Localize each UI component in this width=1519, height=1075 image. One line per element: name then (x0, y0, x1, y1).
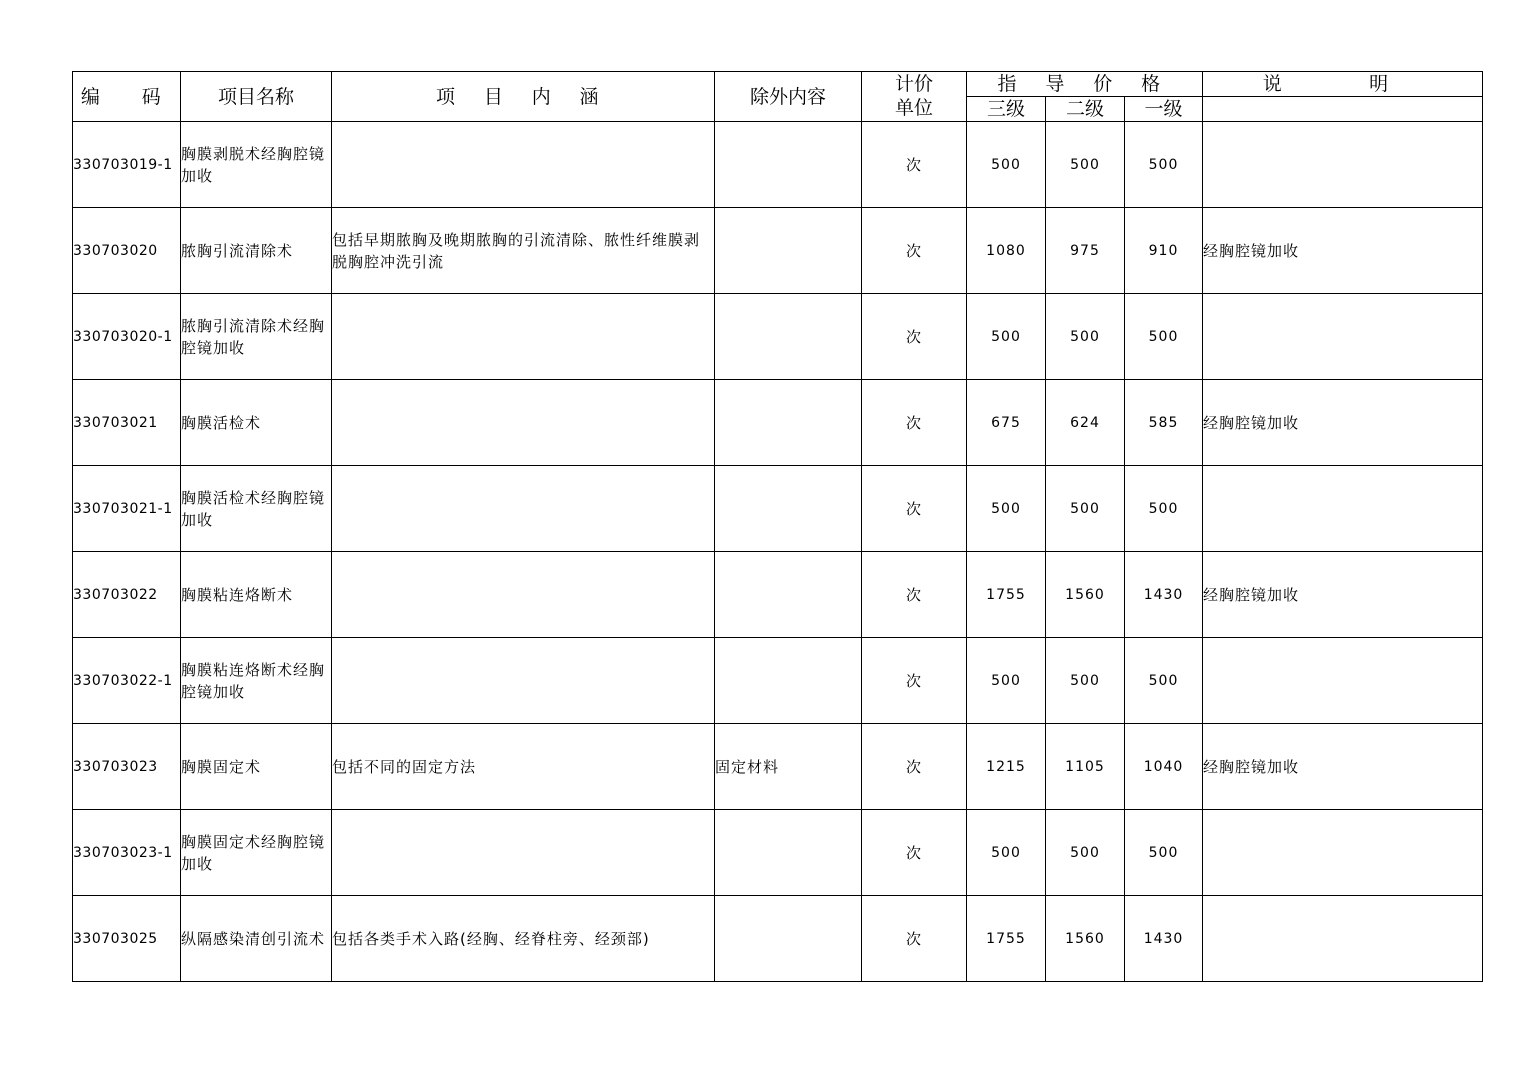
table-row (73, 552, 1483, 638)
header-level1: 一级 (1125, 97, 1203, 122)
cell-excluded (715, 638, 862, 724)
cell-excluded (715, 466, 862, 552)
cell-code: 330703023-1 (73, 810, 181, 896)
cell-note: 经胸腔镜加收 (1203, 552, 1483, 638)
cell-price-level2: 1560 (1046, 896, 1125, 982)
header-note: 说 明 (1203, 72, 1483, 97)
cell-price-level1: 910 (1125, 208, 1203, 294)
cell-content (332, 552, 715, 638)
price-document (72, 71, 1483, 982)
cell-price-level1: 1430 (1125, 552, 1203, 638)
cell-code: 330703021-1 (73, 466, 181, 552)
cell-excluded (715, 208, 862, 294)
header-excluded: 除外内容 (715, 72, 862, 122)
cell-code: 330703023 (73, 724, 181, 810)
table-row (73, 724, 1483, 810)
cell-price-level3: 1215 (967, 724, 1046, 810)
cell-unit: 次 (862, 122, 967, 208)
cell-note (1203, 638, 1483, 724)
cell-price-level2: 1105 (1046, 724, 1125, 810)
header-level2: 二级 (1046, 97, 1125, 122)
cell-code: 330703019-1 (73, 122, 181, 208)
cell-content: 包括不同的固定方法 (332, 724, 715, 810)
cell-price-level1: 1430 (1125, 896, 1203, 982)
price-table (72, 71, 1483, 982)
cell-note (1203, 294, 1483, 380)
cell-code: 330703021 (73, 380, 181, 466)
cell-price-level3: 1755 (967, 896, 1046, 982)
cell-content (332, 810, 715, 896)
cell-name: 胸膜粘连烙断术 (181, 552, 332, 638)
cell-unit: 次 (862, 294, 967, 380)
cell-note: 经胸腔镜加收 (1203, 380, 1483, 466)
cell-unit: 次 (862, 380, 967, 466)
cell-content (332, 466, 715, 552)
table-row (73, 896, 1483, 982)
header-unit-top: 计价 (894, 73, 933, 95)
table-row (73, 122, 1483, 208)
cell-price-level2: 500 (1046, 122, 1125, 208)
table-row (73, 466, 1483, 552)
cell-unit: 次 (862, 896, 967, 982)
cell-price-level2: 624 (1046, 380, 1125, 466)
header-unit (862, 72, 967, 122)
cell-price-level3: 1080 (967, 208, 1046, 294)
cell-code: 330703022-1 (73, 638, 181, 724)
cell-note (1203, 810, 1483, 896)
header-guide-price: 指 导 价 格 (967, 72, 1203, 97)
table-row (73, 810, 1483, 896)
cell-unit: 次 (862, 466, 967, 552)
cell-content: 包括各类手术入路(经胸、经脊柱旁、经颈部) (332, 896, 715, 982)
cell-content (332, 380, 715, 466)
cell-price-level3: 500 (967, 294, 1046, 380)
cell-name: 胸膜固定术经胸腔镜加收 (181, 810, 332, 896)
cell-code: 330703020-1 (73, 294, 181, 380)
cell-name: 脓胸引流清除术 (181, 208, 332, 294)
cell-excluded (715, 294, 862, 380)
cell-code: 330703020 (73, 208, 181, 294)
header-unit-bottom: 单位 (894, 97, 933, 119)
cell-unit: 次 (862, 724, 967, 810)
cell-price-level3: 675 (967, 380, 1046, 466)
cell-note (1203, 466, 1483, 552)
cell-price-level1: 1040 (1125, 724, 1203, 810)
header-content: 项 目 内 涵 (332, 72, 715, 122)
cell-name: 胸膜活检术 (181, 380, 332, 466)
header-code: 编 码 (73, 72, 181, 122)
cell-price-level2: 500 (1046, 294, 1125, 380)
cell-unit: 次 (862, 552, 967, 638)
cell-price-level1: 500 (1125, 294, 1203, 380)
table-row (73, 294, 1483, 380)
header-name: 项目名称 (181, 72, 332, 122)
cell-price-level3: 500 (967, 466, 1046, 552)
cell-excluded (715, 122, 862, 208)
cell-price-level1: 500 (1125, 810, 1203, 896)
cell-price-level2: 1560 (1046, 552, 1125, 638)
cell-unit: 次 (862, 208, 967, 294)
cell-price-level1: 500 (1125, 638, 1203, 724)
cell-code: 330703022 (73, 552, 181, 638)
cell-price-level1: 500 (1125, 122, 1203, 208)
header-level3: 三级 (967, 97, 1046, 122)
cell-note (1203, 896, 1483, 982)
cell-unit: 次 (862, 638, 967, 724)
cell-content (332, 638, 715, 724)
cell-name: 胸膜活检术经胸腔镜加收 (181, 466, 332, 552)
cell-price-level2: 975 (1046, 208, 1125, 294)
cell-note: 经胸腔镜加收 (1203, 724, 1483, 810)
table-row (73, 638, 1483, 724)
cell-price-level3: 1755 (967, 552, 1046, 638)
cell-excluded (715, 810, 862, 896)
header-note-blank (1203, 97, 1483, 122)
cell-note (1203, 122, 1483, 208)
cell-name: 胸膜固定术 (181, 724, 332, 810)
table-row (73, 208, 1483, 294)
table-body (73, 122, 1483, 982)
cell-excluded (715, 380, 862, 466)
cell-excluded (715, 896, 862, 982)
cell-price-level3: 500 (967, 810, 1046, 896)
cell-excluded: 固定材料 (715, 724, 862, 810)
cell-price-level2: 500 (1046, 810, 1125, 896)
cell-excluded (715, 552, 862, 638)
cell-price-level3: 500 (967, 638, 1046, 724)
cell-price-level1: 500 (1125, 466, 1203, 552)
cell-name: 胸膜剥脱术经胸腔镜加收 (181, 122, 332, 208)
table-header (73, 72, 1483, 122)
cell-price-level1: 585 (1125, 380, 1203, 466)
cell-code: 330703025 (73, 896, 181, 982)
cell-content: 包括早期脓胸及晚期脓胸的引流清除、脓性纤维膜剥脱胸腔冲洗引流 (332, 208, 715, 294)
cell-content (332, 294, 715, 380)
cell-unit: 次 (862, 810, 967, 896)
table-row (73, 380, 1483, 466)
cell-name: 胸膜粘连烙断术经胸腔镜加收 (181, 638, 332, 724)
cell-price-level2: 500 (1046, 638, 1125, 724)
cell-price-level2: 500 (1046, 466, 1125, 552)
cell-name: 脓胸引流清除术经胸腔镜加收 (181, 294, 332, 380)
cell-note: 经胸腔镜加收 (1203, 208, 1483, 294)
cell-name: 纵隔感染清创引流术 (181, 896, 332, 982)
cell-price-level3: 500 (967, 122, 1046, 208)
cell-content (332, 122, 715, 208)
